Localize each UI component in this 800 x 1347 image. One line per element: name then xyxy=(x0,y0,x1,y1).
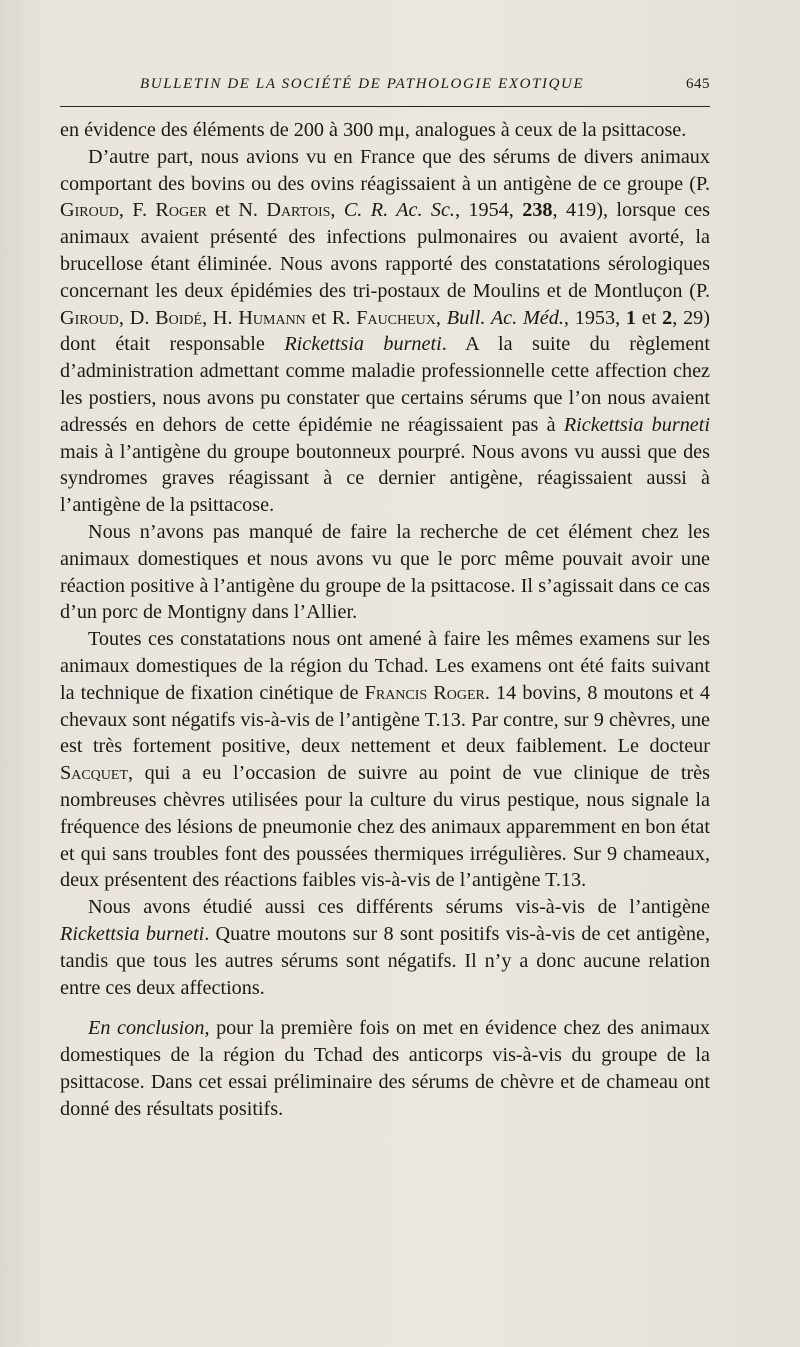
text-run: et xyxy=(636,306,663,329)
issue-number: 1 xyxy=(625,306,637,329)
article-body xyxy=(60,117,710,1122)
text-run: . Quatre moutons sur 8 sont positifs vis-à-vis de cet antigène, tandis que tous les autres sérums sont négatifs. Il n’y a donc aucune relation entre ces deux affections. xyxy=(60,922,710,999)
paragraph-1: en évidence des éléments de 200 à 300 mμ, analogues à ceux de la psittacose. xyxy=(60,119,687,141)
volume-number: 238 xyxy=(522,199,553,222)
author-name: Faucheux xyxy=(356,306,436,329)
paragraph-conclusion xyxy=(60,1015,710,1122)
species-name: Rickettsia burneti xyxy=(60,922,205,945)
issue-number: 2 xyxy=(662,306,673,329)
author-name: Dartois xyxy=(266,199,331,222)
text-run: Nous avons étudié aussi ces différents sérums vis-à-vis de l’antigène xyxy=(88,896,710,919)
header-rule xyxy=(60,106,710,107)
author-name: Sacquet xyxy=(60,762,128,785)
text-run: , D. xyxy=(118,306,156,329)
journal-title: BULLETIN DE LA SOCIÉTÉ DE PATHOLOGIE EXOTIQUE xyxy=(140,76,585,92)
text-run: , qui a eu l’occasion de suivre au point de vue clinique de très nombreuses chèvres utilisées pour la culture du virus pestique, nous signale la fréquence des lésions de pneumonie chez des animaux apparemment en bon état et qui sans troubles font des poussées thermiques irrégulières. Sur 9 chameaux, deux présentent des réactions faibles vis-à-vis de l’antigène T.13. xyxy=(60,762,710,892)
species-name: Rickettsia burneti xyxy=(563,413,710,436)
text-run: Toutes ces constatations nous ont amené à faire les mêmes examens sur les animaux domestiques de la région du Tchad. Les examens ont été faits suivant la technique de fixation cinétique de xyxy=(60,628,710,704)
text-run: et N. xyxy=(206,199,267,222)
paragraph-3: Nous n’avons pas manqué de faire la recherche de cet élément chez les animaux domestiques et nous avons vu que le porc même pouvait avoir une réaction positive à l’antigène du groupe de la psittacose. Il s’agissait dans ce cas d’un porc de Montigny dans l’Allier. xyxy=(60,520,710,624)
text-run: , xyxy=(435,306,447,329)
text-run: , 1953, xyxy=(563,306,626,329)
text-run: , H. xyxy=(202,306,239,329)
text-run: , 1954, xyxy=(454,199,523,222)
author-name: Roger xyxy=(155,199,207,222)
text-run: , F. xyxy=(118,199,156,222)
text-run: et R. xyxy=(305,306,357,329)
text-run: , 419), lorsque ces animaux avaient présenté des infections pulmonaires ou avaient avorté, la brucellose étant éliminée. Nous avons rapporté des constatations sérologiques concernant les deux épidémies des tri-postaux de Moulins et de Montluçon (P. xyxy=(60,199,710,302)
text-run: D’autre part, nous avions vu en France que des sérums de divers animaux comportant des bovins ou des ovins réagissaient à un antigène de ce groupe (P. xyxy=(60,145,710,195)
author-name: Humann xyxy=(238,306,306,329)
journal-citation: C. R. Ac. Sc. xyxy=(343,199,455,222)
author-name: Francis Roger xyxy=(364,681,485,704)
paragraph-5 xyxy=(60,894,710,1001)
species-name: Rickettsia burneti xyxy=(284,333,442,356)
text-run: . A la suite du règlement d’administration admettant comme maladie professionnelle cette affection chez les postiers, nous avons pu constater que certains sérums que l’on nous avaient adressés en dehors de cette épidémie ne réagissaient pas à xyxy=(60,333,710,436)
journal-citation: Bull. Ac. Méd. xyxy=(446,306,564,329)
text-run: , xyxy=(330,199,344,222)
page-number: 645 xyxy=(686,76,710,92)
paragraph-4 xyxy=(60,626,710,894)
text-run: . 14 bovins, 8 moutons et 4 chevaux sont négatifs vis-à-vis de l’antigène T.13. Par contre, sur 9 chèvres, une est très fortement positive, deux nettement et deux faiblement. Le docteur xyxy=(60,681,710,758)
text-run: , pour la première fois on met en évidence chez des animaux domestiques de la région du Tchad des anticorps vis-à-vis du groupe de la psittacose. Dans cet essai préliminaire des sérums de chèvre et de chameau ont donné des résultats positifs. xyxy=(60,1017,711,1120)
author-name: Boidé xyxy=(155,306,203,329)
conclusion-lead: En conclusion xyxy=(88,1017,205,1040)
author-name: Giroud xyxy=(60,306,119,329)
running-header xyxy=(60,76,710,100)
text-run: , 29) dont était responsable xyxy=(60,306,710,356)
author-name: Giroud xyxy=(60,199,119,222)
paragraph-2 xyxy=(60,144,710,519)
text-run: mais à l’antigène du groupe boutonneux pourpré. Nous avons vu aussi que des syndromes graves réagissant à ce dernier antigène, réagissaient aussi à l’antigène de la psittacose. xyxy=(60,440,710,517)
